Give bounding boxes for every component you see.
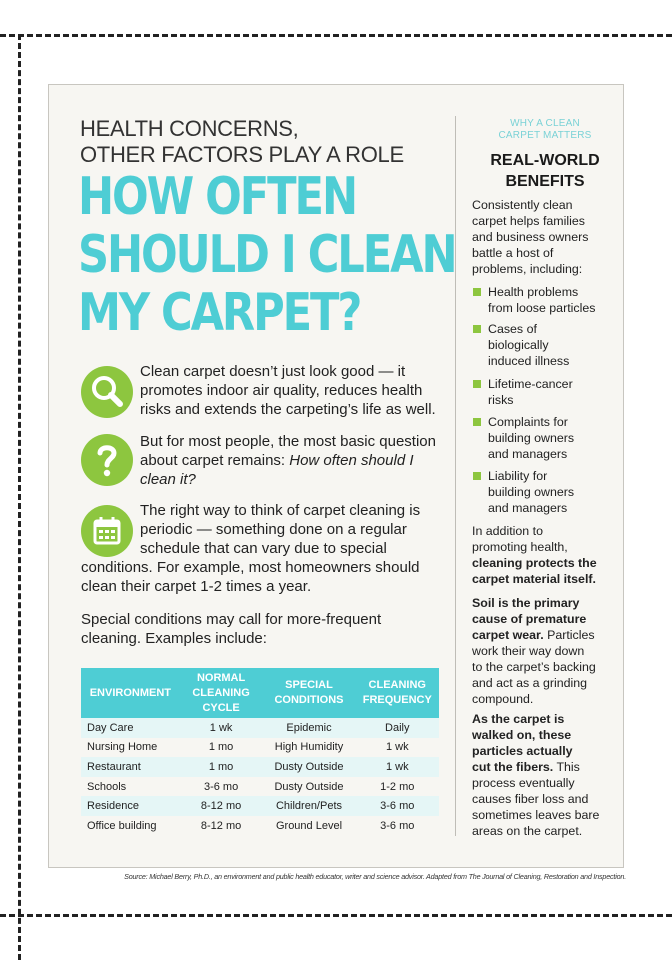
source-credit: Source: Michael Berry, Ph.D., an environment and public health educator, writer and science advisor. Adapted from The Journal of Cleaning, Restoration and Inspection. [124, 872, 626, 881]
headline-line: MY CARPET? [78, 283, 361, 343]
intro-paragraph [140, 362, 440, 419]
headline-line: SHOULD I CLEAN [78, 225, 456, 285]
table-header-row [81, 668, 439, 718]
kicker-line: OTHER FACTORS PLAY A ROLE [80, 142, 404, 167]
italic-question: How often should I [289, 452, 414, 469]
bullet-item [488, 468, 622, 516]
text-line [472, 627, 622, 643]
text-line: and managers [488, 447, 568, 461]
table-cell: 1 wk [180, 718, 263, 738]
bold-text: Soil is the primary [472, 596, 580, 610]
text-line: But for most people, the most basic question [140, 433, 436, 450]
table-row [81, 718, 439, 738]
bullet-square [473, 472, 481, 480]
bullet-item [488, 321, 622, 369]
text-line [472, 727, 622, 743]
periodic-paragraph [140, 501, 450, 558]
table-row [81, 757, 439, 777]
bullet-square [473, 418, 481, 426]
text-line: battle a host of [472, 246, 554, 260]
table-cell: Epidemic [262, 718, 355, 738]
table-cell: Residence [81, 796, 180, 816]
text-line: and act as a grinding [472, 676, 588, 690]
text-line: problems, including: [472, 262, 583, 276]
text-line: Special conditions may call for more-frequent [81, 611, 382, 628]
text-line: carpet helps families [472, 214, 585, 228]
text-line: process eventually [472, 776, 575, 790]
table-cell: 1 mo [180, 757, 263, 777]
italic-question: clean it? [140, 471, 196, 488]
table-cell: 3-6 mo [356, 796, 439, 816]
search-icon [81, 366, 133, 418]
bold-text: particles actually [472, 744, 573, 758]
text-line: Consistently clean [472, 198, 573, 212]
table-cell: Schools [81, 777, 180, 797]
sidebar-divider [455, 116, 456, 836]
text-line: Clean carpet doesn’t just look good — it [140, 363, 406, 380]
text-line: biologically [488, 338, 549, 352]
kicker-line: CARPET MATTERS [498, 130, 592, 141]
text-line: In addition to [472, 524, 543, 538]
text-line: building owners [488, 431, 575, 445]
table-cell: 8-12 mo [180, 816, 263, 836]
table-cell: Restaurant [81, 757, 180, 777]
text-line: promoting health, [472, 540, 568, 554]
text-line: sometimes leaves bare [472, 808, 600, 822]
cut-line-top [0, 34, 672, 37]
text-line [472, 759, 622, 775]
special-conditions-paragraph [81, 610, 451, 648]
text-line: schedule that can vary due to special [140, 540, 387, 557]
text-fragment: This [553, 760, 580, 774]
kicker-line: WHY A CLEAN [510, 118, 580, 129]
bold-text: cause of premature [472, 612, 587, 626]
table-row [81, 816, 439, 836]
text-line [472, 571, 622, 587]
table-cell: Day Care [81, 718, 180, 738]
table-cell: Ground Level [262, 816, 355, 836]
article-kicker [80, 116, 440, 168]
text-line: induced illness [488, 354, 570, 368]
title-line: BENEFITS [505, 173, 585, 190]
cut-line-left [18, 34, 21, 960]
kicker-line: HEALTH CONCERNS, [80, 116, 299, 141]
text-line: building owners [488, 485, 575, 499]
cleaning-table [81, 668, 439, 836]
text-line: work their way down [472, 644, 585, 658]
text-line: compound. [472, 692, 534, 706]
text-line: Health problems [488, 285, 579, 299]
text-line: and managers [488, 501, 568, 515]
table-cell: 1-2 mo [356, 777, 439, 797]
question-icon [81, 434, 133, 486]
table-cell: Nursing Home [81, 738, 180, 758]
periodic-paragraph-cont [81, 558, 451, 596]
sidebar-intro [472, 197, 622, 277]
sidebar-paragraph [472, 523, 622, 587]
table-cell: Daily [356, 718, 439, 738]
text-line: Liability for [488, 469, 548, 483]
bullet-item [488, 414, 622, 462]
table-cell: 8-12 mo [180, 796, 263, 816]
question-paragraph [140, 432, 440, 489]
headline-line: HOW OFTEN [78, 167, 356, 227]
table-cell: Dusty Outside [262, 777, 355, 797]
table-row [81, 777, 439, 797]
table-cell: Office building [81, 816, 180, 836]
table-cell: Dusty Outside [262, 757, 355, 777]
text-line [472, 711, 622, 727]
bullet-square [473, 325, 481, 333]
article-headline [78, 167, 456, 343]
column-header: SPECIAL CONDITIONS [262, 668, 355, 718]
text-line: risks [488, 393, 514, 407]
text-line: The right way to think of carpet cleaning is [140, 502, 421, 519]
text-line [472, 611, 622, 627]
text-line [140, 470, 440, 489]
calendar-icon [81, 505, 133, 557]
text-line: from loose particles [488, 301, 596, 315]
bullet-square [473, 288, 481, 296]
table-row [81, 796, 439, 816]
text-line: to the carpet’s backing [472, 660, 596, 674]
column-header: ENVIRONMENT [81, 668, 180, 718]
text-line [472, 743, 622, 759]
text-line: areas on the carpet. [472, 824, 583, 838]
text-line: promotes indoor air quality, reduces health [140, 382, 423, 399]
column-header: NORMAL CLEANING CYCLE [180, 668, 263, 718]
text-line: Cases of [488, 322, 537, 336]
sidebar-kicker [470, 118, 620, 142]
text-line: Lifetime-cancer [488, 377, 573, 391]
bold-text: walked on, these [472, 728, 572, 742]
cut-line-bottom [0, 914, 672, 917]
text-fragment: about carpet remains: [140, 452, 290, 469]
table-cell: Children/Pets [262, 796, 355, 816]
table-cell: 3-6 mo [180, 777, 263, 797]
text-line [472, 595, 622, 611]
text-line: Complaints for [488, 415, 568, 429]
bullet-square [473, 380, 481, 388]
bold-text: As the carpet is [472, 712, 565, 726]
table-cell: 1 wk [356, 757, 439, 777]
bullet-item [488, 376, 622, 408]
text-line [140, 451, 440, 470]
sidebar-paragraph [472, 595, 622, 707]
bullet-item [488, 284, 622, 316]
table-cell: High Humidity [262, 738, 355, 758]
text-line: periodic — something done on a regular [140, 521, 407, 538]
bold-text: cleaning protects the [472, 556, 597, 570]
text-line: and business owners [472, 230, 589, 244]
text-line: conditions. For example, most homeowners should [81, 559, 420, 576]
table-cell: 1 wk [356, 738, 439, 758]
sidebar-paragraph [472, 711, 622, 839]
column-header: CLEANING FREQUENCY [356, 668, 439, 718]
table-row [81, 738, 439, 758]
text-line: clean their carpet 1-2 times a year. [81, 578, 312, 595]
title-line: REAL-WORLD [490, 152, 600, 169]
table-cell: 1 mo [180, 738, 263, 758]
bold-text: carpet material itself. [472, 572, 596, 586]
bold-text: cut the fibers. [472, 760, 554, 774]
text-fragment: Particles [543, 628, 595, 642]
text-line [472, 555, 622, 571]
sidebar-title [470, 150, 620, 192]
bold-text: carpet wear. [472, 628, 544, 642]
text-line: cleaning. Examples include: [81, 630, 267, 647]
text-line: risks and extends the carpeting’s life as well. [140, 401, 436, 418]
text-line: causes fiber loss and [472, 792, 589, 806]
table-cell: 3-6 mo [356, 816, 439, 836]
